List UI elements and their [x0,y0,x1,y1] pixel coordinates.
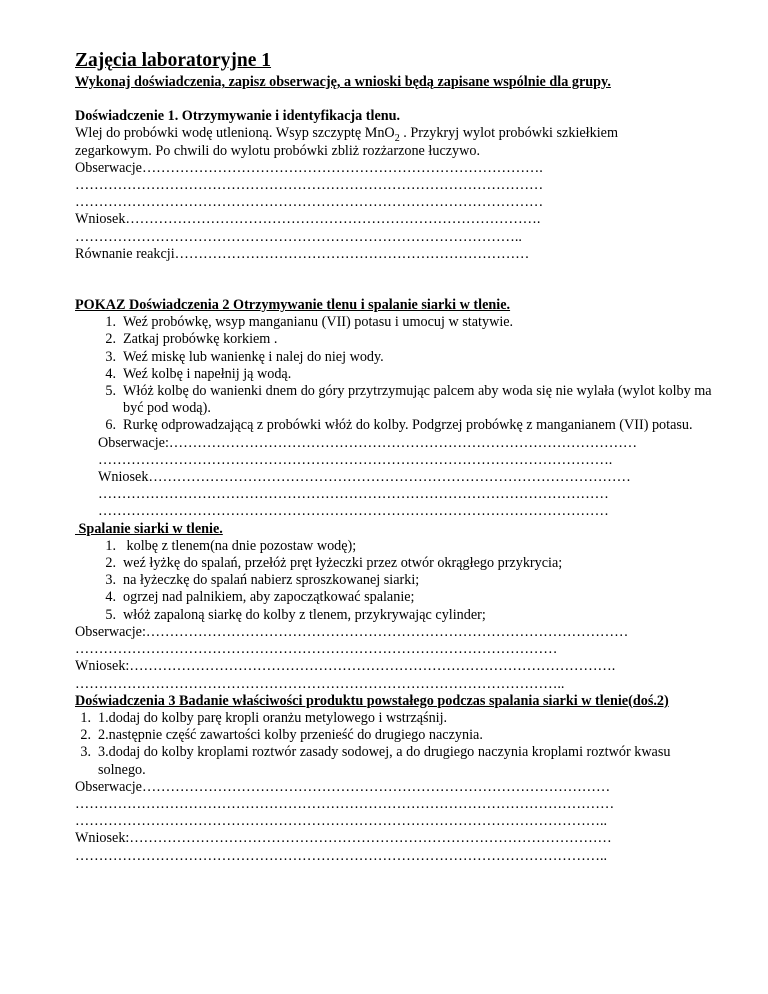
list-item [75,572,715,589]
exp1-observations: Obserwacje…………………………………………………………………………. [75,159,543,176]
step-number: 1. [80,709,91,726]
mno2-subscript: 2 [394,133,400,143]
sulfur-observations: Obserwacje:………………………………………………………………………………………… [75,623,629,640]
step-text: 2.następnie część zawartości kolby przenieść do drugiego naczynia. [98,727,483,744]
exp1-observations-line: ……………………………………………………………………………………… [75,177,544,194]
step-number: 3. [105,572,116,589]
exp2-heading: POKAZ Doświadczenia 2 Otrzymywanie tlenu i spalanie siarki w tlenie. [75,297,511,314]
exp2-observations: Obserwacje:……………………………………………………………………………………… [98,434,638,451]
exp3-observations: Obserwacje……………………………………………………………………………………… [75,778,611,795]
exp3-conclusion-line: ………………………………………………………………………………………………….. [75,847,608,864]
step-text: Weź miskę lub wanienkę i nalej do niej wody. [123,348,384,365]
step-number: 3. [80,744,91,761]
step-text: włóż zapaloną siarkę do kolby z tlenem, przykrywając cylinder; [123,606,486,623]
step-number: 4. [105,589,116,606]
list-item [75,366,715,383]
exp1-text-b: . Przykryj wylot probówki szkiełkiem [399,125,618,142]
step-text: Weź kolbę i napełnij ją wodą. [123,365,292,382]
exp3-conclusion: Wniosek:………………………………………………………………………………………… [75,830,612,847]
list-item [75,589,715,606]
exp2-observations-line: ………………………………………………………………………………………………. [98,451,613,468]
list-item [75,314,715,331]
step-text: Włóż kolbę do wanienki dnem do góry przytrzymując palcem aby woda się nie wylała (wylot kolby ma być pod wodą). [123,383,712,417]
instructions-subtitle: Wykonaj doświadczenia, zapisz obserwację, a wnioski będą zapisane wspólnie dla grupy. [75,74,611,90]
exp2-steps-list [75,314,715,434]
list-item [75,607,715,624]
exp3-observations-line: ………………………………………………………………………………………………….. [75,813,608,830]
exp1-conclusion: Wniosek……………………………………………………………………………. [75,211,541,228]
step-text: 1.dodaj do kolby parę kropli oranżu metylowego i wstrząśnij. [98,709,448,726]
sulfur-burning-heading: Spalanie siarki w tlenie. [75,520,223,537]
sulfur-conclusion: Wniosek:…………………………………………………………………………………………. [75,658,616,675]
list-item [75,538,715,555]
list-item [75,555,715,572]
sulfur-conclusion-line: ………………………………………………………………………………………….. [75,675,565,692]
sulfur-observations-line: ………………………………………………………………………………………… [75,641,558,658]
step-number: 3. [105,348,116,365]
step-text: na łyżeczkę do spalań nabierz sproszkowanej siarki; [123,572,420,589]
exp2-conclusion: Wniosek………………………………………………………………………………………… [98,469,631,486]
page-title: Zajęcia laboratoryjne 1 [75,50,272,71]
exp1-text-a: Wlej do probówki wodę utlenioną. Wsyp szczyptę MnO [75,125,395,142]
document-page [75,50,715,865]
sulfur-steps-list [75,538,715,624]
exp1-text-line2: zegarkowym. Po chwili do wylotu probówki zbliż rozżarzone łuczywo. [75,142,481,159]
step-text: ogrzej nad palnikiem, aby zapoczątkować spalanie; [123,589,415,606]
step-number: 2. [80,727,91,744]
step-number: 2. [105,331,116,348]
list-item [75,727,715,744]
step-text: weź łyżkę do spalań, przełóż pręt łyżeczki przez otwór okrągłego przykrycia; [123,555,563,572]
exp1-observations-line: ……………………………………………………………………………………… [75,194,544,211]
exp2-conclusion-line: ……………………………………………………………………………………………… [98,486,609,503]
list-item [75,710,715,727]
step-number: 1. [105,537,116,554]
step-number: 6. [105,417,116,434]
step-text: 3.dodaj do kolby kroplami roztwór zasady sodowej, a do drugiego naczynia kroplami roztwór kwasu solnego. [98,744,671,778]
step-number: 4. [105,365,116,382]
exp3-steps-list [75,710,715,779]
step-number: 2. [105,555,116,572]
step-text: kolbę z tlenem(na dnie pozostaw wodę); [123,537,357,554]
exp1-text-line1 [75,125,715,142]
step-text: Rurkę odprowadzającą z probówki włóż do kolby. Podgrzej probówkę z manganianem (VII) potasu. [123,417,693,434]
list-item [75,383,715,417]
exp3-heading: Doświadczenia 3 Badanie właściwości produktu powstałego podczas spalania siarki w tlenie(doś.2) [75,692,669,709]
exp2-conclusion-line: ……………………………………………………………………………………………… [98,503,609,520]
step-text: Zatkaj probówkę korkiem . [123,331,278,348]
list-item [75,417,715,434]
exp1-heading: Doświadczenie 1. Otrzymywanie i identyfikacja tlenu. [75,108,401,125]
list-item [75,744,715,778]
step-text: Weź probówkę, wsyp manganianu (VII) potasu i umocuj w statywie. [123,314,514,331]
exp3-observations-line: …………………………………………………………………………………………………… [75,795,615,812]
step-number: 1. [105,314,116,331]
exp1-conclusion-line: ………………………………………………………………………………….. [75,228,522,245]
exp1-equation: Równanie reakcji………………………………………………………………… [75,245,530,262]
list-item [75,331,715,348]
step-number: 5. [105,606,116,623]
list-item [75,349,715,366]
step-number: 5. [105,383,116,400]
